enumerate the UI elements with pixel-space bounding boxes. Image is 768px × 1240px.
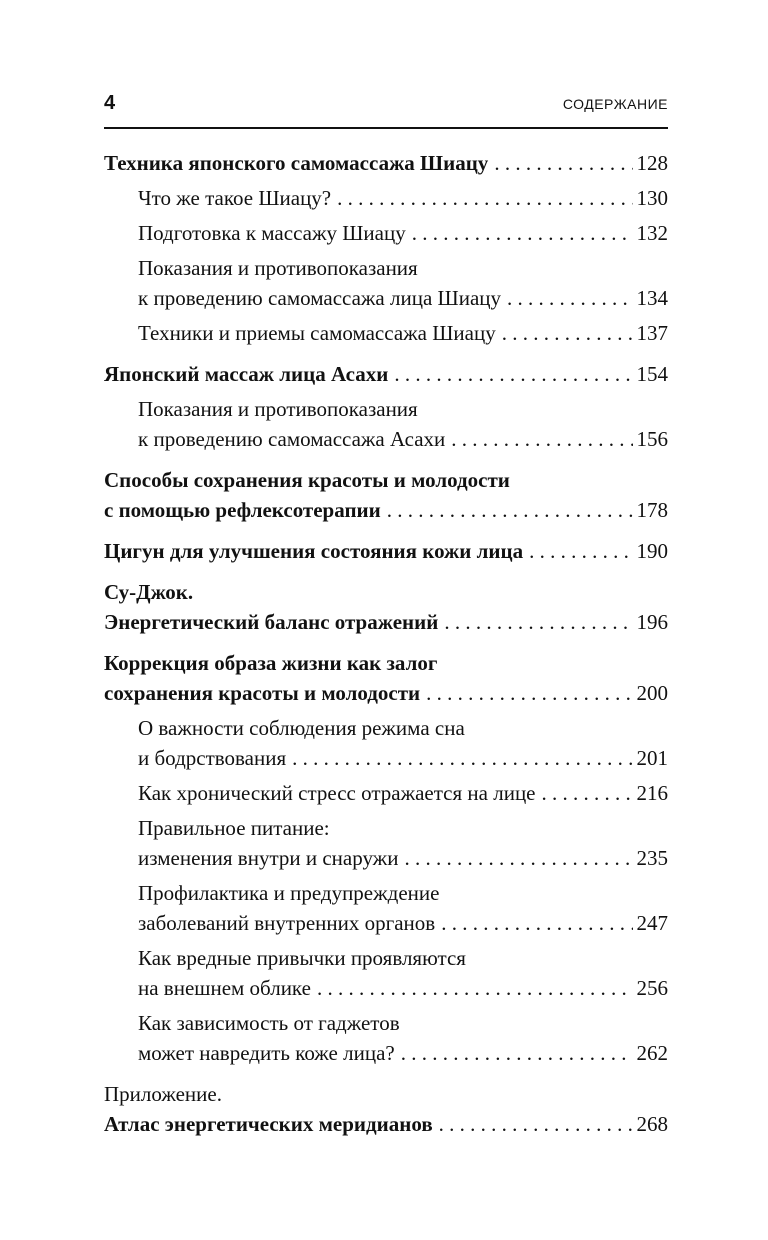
toc-page-number: 132	[636, 221, 668, 245]
toc-entry-row	[138, 743, 668, 773]
toc-page-number: 154	[636, 362, 668, 386]
toc-entry-row	[104, 607, 668, 637]
toc-entry	[104, 577, 668, 637]
toc-page-number: 128	[636, 151, 668, 175]
toc-page-number: 256	[636, 976, 668, 1000]
toc-entry-title: Техники и приемы самомассажа Шиацу	[138, 321, 496, 345]
toc-entry-row	[104, 678, 668, 708]
leader-dots	[494, 148, 632, 178]
toc-entry-title: к проведению самомассажа лица Шиацу	[138, 286, 502, 310]
toc-page-number: 134	[636, 286, 668, 310]
toc-entry	[104, 253, 668, 313]
toc-entry	[104, 813, 668, 873]
toc-page-number: 247	[636, 911, 668, 935]
toc-entry	[104, 778, 668, 808]
toc-page-number: 196	[636, 610, 668, 634]
page-header	[104, 92, 668, 122]
toc-entry-title-line: Правильное питание:	[138, 816, 330, 840]
leader-dots	[394, 359, 632, 389]
toc-entry-row	[104, 1109, 668, 1139]
toc-entry-row	[104, 536, 668, 566]
toc-page-number: 268	[636, 1112, 668, 1136]
toc-entry-row	[138, 908, 668, 938]
leader-dots	[387, 495, 633, 525]
toc-entry-title-line: Приложение.	[104, 1082, 222, 1106]
toc-entry-row	[138, 778, 668, 808]
leader-dots	[529, 536, 632, 566]
toc-entry	[104, 943, 668, 1003]
toc-entry-title: и бодрствования	[138, 746, 287, 770]
toc-entry-title: изменения внутри и снаружи	[138, 846, 399, 870]
leader-dots	[401, 1038, 633, 1068]
toc-entry-title: Как хронический стресс отражается на лице	[138, 781, 536, 805]
toc-entry-row	[138, 1038, 668, 1068]
toc-entry-title-line: Показания и противопоказания	[138, 256, 418, 280]
toc-entry	[104, 878, 668, 938]
toc-page-number: 235	[636, 846, 668, 870]
toc-entry-title: может навредить коже лица?	[138, 1041, 395, 1065]
toc-entry-title: сохранения красоты и молодости	[104, 681, 421, 705]
toc-page-number: 137	[636, 321, 668, 345]
toc-page-number: 216	[636, 781, 668, 805]
toc-entry-title: Энергетический баланс отражений	[104, 610, 439, 634]
table-of-contents	[104, 148, 668, 1139]
toc-entry-title: Подготовка к массажу Шиацу	[138, 221, 406, 245]
leader-dots	[542, 778, 633, 808]
leader-dots	[426, 678, 632, 708]
leader-dots	[404, 843, 632, 873]
toc-page-number: 178	[636, 498, 668, 522]
toc-entry-title: с помощью рефлексотерапии	[104, 498, 381, 522]
toc-entry-title: к проведению самомассажа Асахи	[138, 427, 446, 451]
toc-entry	[104, 394, 668, 454]
toc-entry-title: Техника японского самомассажа Шиацу	[104, 151, 489, 175]
leader-dots	[292, 743, 632, 773]
toc-entry	[104, 148, 668, 178]
running-head: СОДЕРЖАНИЕ	[562, 96, 668, 112]
leader-dots	[337, 183, 632, 213]
toc-entry-title: заболеваний внутренних органов	[138, 911, 436, 935]
toc-entry-title-line: О важности соблюдения режима сна	[138, 716, 465, 740]
toc-entry-title-line: Су-Джок.	[104, 580, 194, 604]
toc-entry	[104, 359, 668, 389]
toc-entry-row	[104, 148, 668, 178]
toc-page-number: 200	[636, 681, 668, 705]
toc-entry-title-line: Как вредные привычки проявляются	[138, 946, 466, 970]
toc-entry	[104, 465, 668, 525]
header-rule	[104, 127, 668, 129]
leader-dots	[507, 283, 632, 313]
toc-entry-row	[138, 424, 668, 454]
toc-entry-title: Японский массаж лица Асахи	[104, 362, 389, 386]
toc-entry-row	[104, 359, 668, 389]
toc-page-number: 262	[636, 1041, 668, 1065]
toc-entry	[104, 183, 668, 213]
leader-dots	[412, 218, 633, 248]
toc-entry	[104, 713, 668, 773]
toc-entry-row	[138, 973, 668, 1003]
toc-page-number: 190	[636, 539, 668, 563]
toc-entry-row	[138, 843, 668, 873]
toc-entry	[104, 218, 668, 248]
toc-entry-title: на внешнем облике	[138, 976, 311, 1000]
leader-dots	[317, 973, 633, 1003]
leader-dots	[439, 1109, 633, 1139]
toc-entry-title-line: Способы сохранения красоты и молодости	[104, 468, 510, 492]
toc-page-number: 201	[636, 746, 668, 770]
toc-entry-row	[138, 283, 668, 313]
toc-entry	[104, 318, 668, 348]
toc-entry-title: Что же такое Шиацу?	[138, 186, 332, 210]
toc-entry-row	[104, 495, 668, 525]
toc-page-number: 156	[636, 427, 668, 451]
toc-page-number: 130	[636, 186, 668, 210]
toc-entry	[104, 1079, 668, 1139]
page-number: 4	[104, 92, 116, 114]
toc-entry-title: Атлас энергетических меридианов	[104, 1112, 433, 1136]
leader-dots	[444, 607, 632, 637]
toc-entry	[104, 1008, 668, 1068]
leader-dots	[451, 424, 632, 454]
leader-dots	[441, 908, 632, 938]
toc-entry	[104, 648, 668, 708]
toc-entry-row	[138, 183, 668, 213]
leader-dots	[502, 318, 633, 348]
toc-entry-title-line: Показания и противопоказания	[138, 397, 418, 421]
toc-entry-title-line: Коррекция образа жизни как залог	[104, 651, 438, 675]
toc-entry-row	[138, 318, 668, 348]
toc-entry-row	[138, 218, 668, 248]
toc-entry-title-line: Профилактика и предупреждение	[138, 881, 440, 905]
toc-entry-title: Цигун для улучшения состояния кожи лица	[104, 539, 524, 563]
toc-entry-title-line: Как зависимость от гаджетов	[138, 1011, 400, 1035]
toc-entry	[104, 536, 668, 566]
